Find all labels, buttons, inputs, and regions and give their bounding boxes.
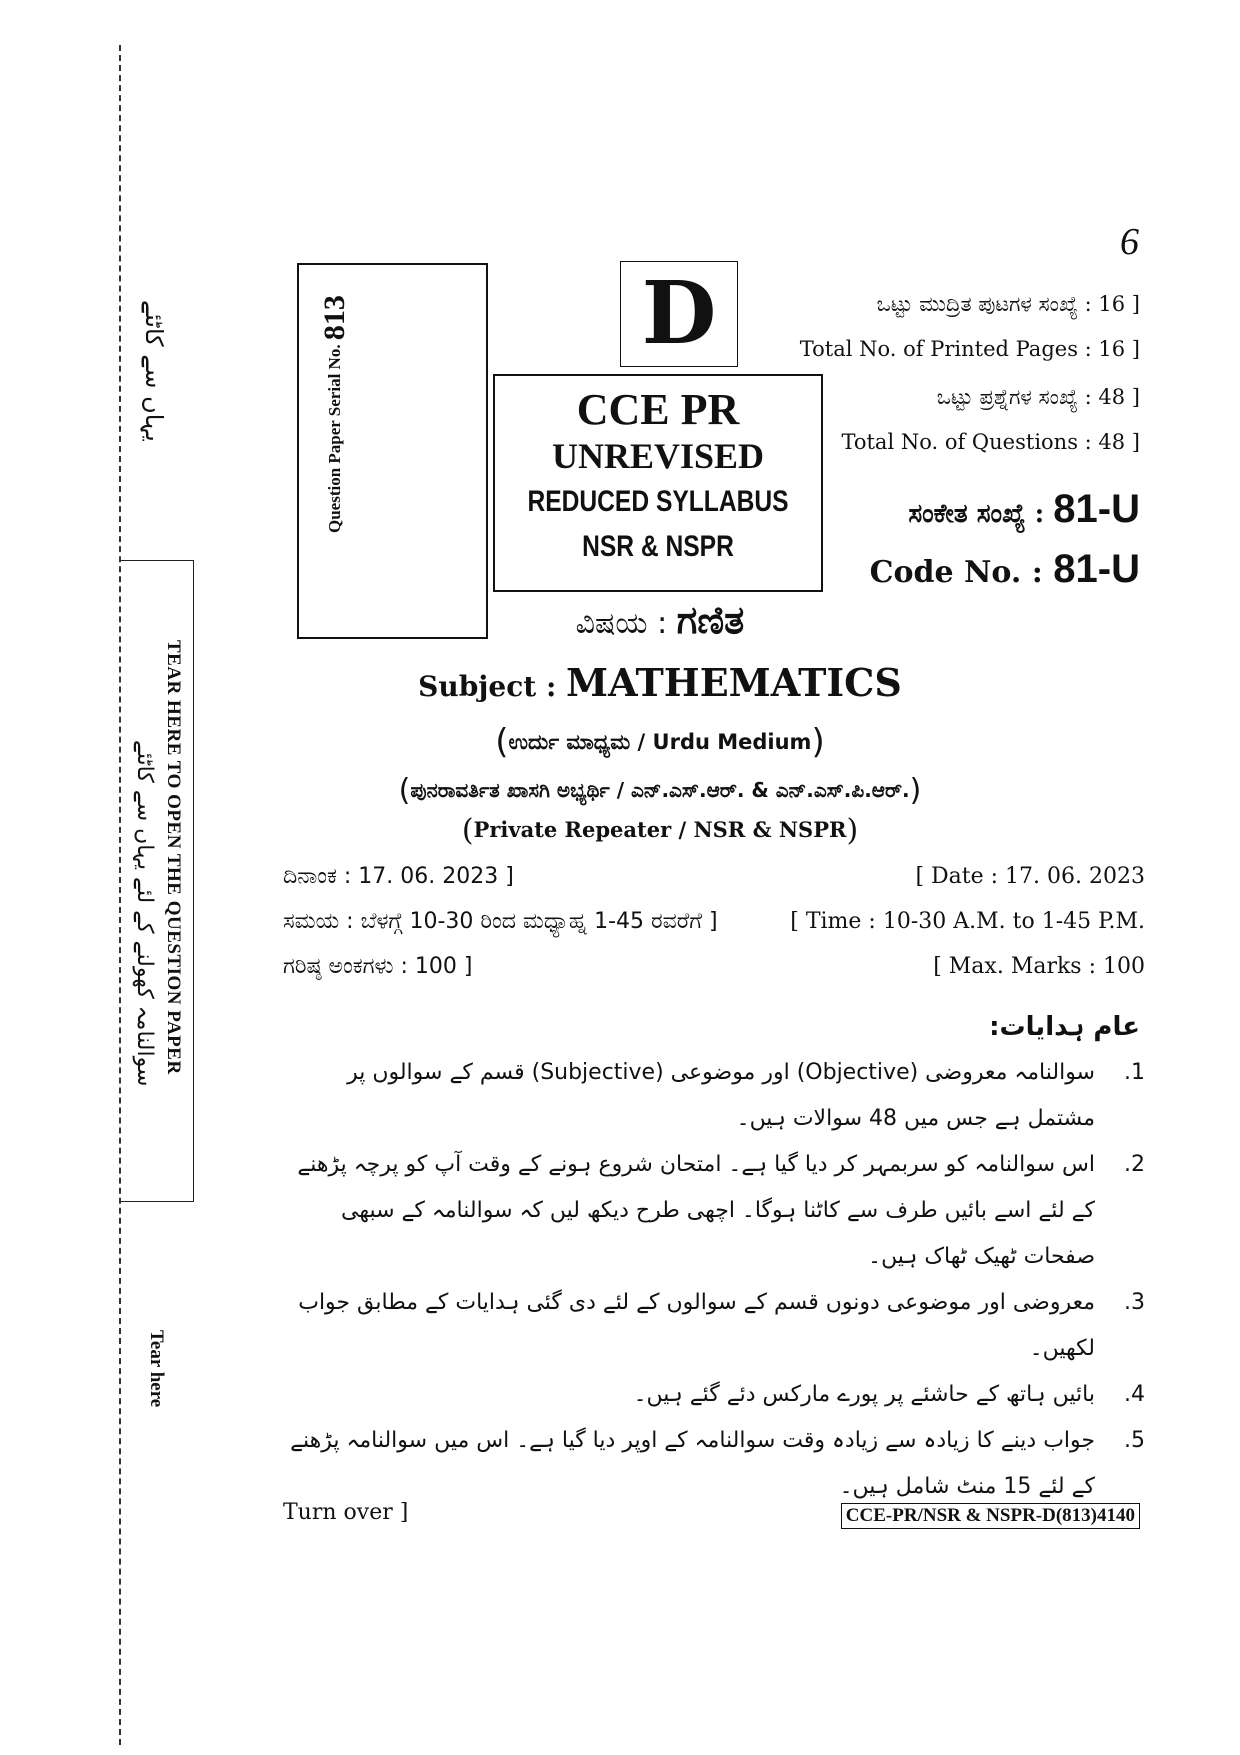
date-en: [ Date : 17. 06. 2023	[915, 864, 1145, 889]
marks-row	[283, 954, 1145, 979]
repeater-kannada: (ಪುನರಾವರ್ತಿತ ಖಾಸಗಿ ಅಭ್ಯರ್ಥಿ / ಎನ್.ಎಸ್.ಆರ್. & ಎನ್.ಎಸ್.ಪಿ.ಆರ್.)	[398, 773, 922, 808]
page-number: 6	[1120, 221, 1139, 263]
urdu-cut-here-label: یہاں سے کاٹئے	[140, 300, 168, 442]
subject-en-label: Subject :	[418, 670, 567, 703]
total-questions-en: Total No. of Questions : 48 ]	[841, 430, 1140, 454]
paper-code: CCE-PR/NSR & NSPR-D(813)4140	[841, 1503, 1140, 1529]
subject-kn-value: ಗಣಿತ	[676, 598, 745, 642]
exam-type-line2: UNREVISED	[551, 436, 765, 476]
serial-number: 813	[318, 295, 351, 340]
code-en-label: Code No. :	[869, 555, 1054, 590]
serial-number-label	[318, 295, 352, 595]
code-number-en	[870, 547, 1140, 592]
exam-type-line3: REDUCED SYLLABUS	[527, 485, 789, 518]
tear-here-instruction: TEAR HERE TO OPEN THE QUESTION PAPER	[163, 640, 184, 1075]
repeater-kn-text: ಪುನರಾವರ್ತಿತ ಖಾಸಗಿ ಅಭ್ಯರ್ಥಿ / ಎನ್.ಎಸ್.ಆರ್. & ಎನ್.ಎಸ್.ಪಿ.ಆರ್.	[410, 778, 910, 802]
exam-type-line1: CCE PR	[576, 385, 740, 434]
time-en: [ Time : 10-30 A.M. to 1-45 P.M.	[790, 909, 1145, 934]
date-kn: ದಿನಾಂಕ : 17. 06. 2023 ]	[283, 864, 514, 889]
printed-pages-kn: ಒಟ್ಟು ಮುದ್ರಿತ ಪುಟಗಳ ಸಂಖ್ಯೆ : 16 ]	[876, 292, 1140, 316]
time-kn: ಸಮಯ : ಬೆಳಗ್ಗೆ 10-30 ರಿಂದ ಮಧ್ಯಾಹ್ನ 1-45 ರವರೆಗೆ ]	[283, 909, 718, 934]
subject-kn-label: ವಿಷಯ :	[575, 606, 677, 641]
instruction-item: 2. اس سوالنامہ کو سربمہر کر دیا گیا ہے۔ امتحان شروع ہونے کے وقت آپ کو پرچہ پڑھنے کے لئے اسے بائیں طرف سے کاٹنا ہوگا۔ اچھی طرح دیکھ لیں کہ سوالنامہ کے سبھی صفحات ٹھیک ٹھاک ہیں۔	[297, 1152, 1145, 1269]
serial-caption: Question Paper Serial No.	[325, 344, 344, 533]
code-number-kn	[908, 487, 1140, 532]
total-questions-kn: ಒಟ್ಟು ಪ್ರಶ್ನೆಗಳ ಸಂಖ್ಯೆ : 48 ]	[936, 385, 1140, 409]
medium-text: ಉರ್ದು ಮಾಧ್ಯಮ / Urdu Medium	[508, 730, 812, 754]
marks-en: [ Max. Marks : 100	[933, 954, 1145, 979]
tear-here-label: Tear here	[146, 1330, 167, 1408]
instructions-heading: عام ہدایات:	[989, 1012, 1140, 1042]
instruction-item: 3. معروضی اور موضوعی دونوں قسم کے سوالوں کے لئے دی گئی ہدایات کے مطابق جواب لکھیں۔	[298, 1290, 1145, 1361]
turn-over-label: Turn over ]	[283, 1500, 409, 1525]
subject-en-value: MATHEMATICS	[566, 660, 902, 705]
date-row	[283, 864, 1145, 889]
version-letter: D	[620, 261, 738, 367]
repeater-english: (Private Repeater / NSR & NSPR)	[461, 813, 859, 848]
exam-type-line4: NSR & NSPR	[582, 530, 734, 563]
instruction-item: 1. سوالنامہ معروضی (Objective) اور موضوعی (Subjective) قسم کے سوالوں پر مشتمل ہے جس میں 48 سوالات ہیں۔	[347, 1060, 1145, 1131]
code-en-value: 81-U	[1053, 547, 1140, 591]
subject-kannada	[0, 598, 1240, 643]
marks-kn: ಗರಿಷ್ಠ ಅಂಕಗಳು : 100 ]	[283, 954, 473, 979]
time-row	[283, 909, 1145, 934]
medium-line: (ಉರ್ದು ಮಾಧ್ಯಮ / Urdu Medium)	[495, 722, 825, 762]
printed-pages-en: Total No. of Printed Pages : 16 ]	[799, 337, 1140, 361]
instructions-list	[283, 1050, 1145, 1510]
exam-type-box	[493, 374, 823, 592]
instruction-item: 5. جواب دینے کا زیادہ سے زیادہ وقت سوالنامہ کے اوپر دیا گیا ہے۔ اس میں سوالنامہ پڑھنے کے لئے 15 منٹ شامل ہیں۔	[290, 1428, 1145, 1499]
code-kn-value: 81-U	[1053, 487, 1140, 531]
code-kn-label: ಸಂಕೇತ ಸಂಖ್ಯೆ :	[908, 499, 1054, 529]
repeater-en-text: Private Repeater / NSR & NSPR	[473, 817, 847, 842]
instruction-item: 4. بائیں ہاتھ کے حاشئے پر پورے مارکس دئے گئے ہیں۔	[633, 1382, 1145, 1407]
tear-here-instruction-urdu: سوالنامہ کھولنے کے لئے یہاں سے کاٹئے	[132, 740, 157, 1087]
subject-english	[0, 660, 1240, 705]
